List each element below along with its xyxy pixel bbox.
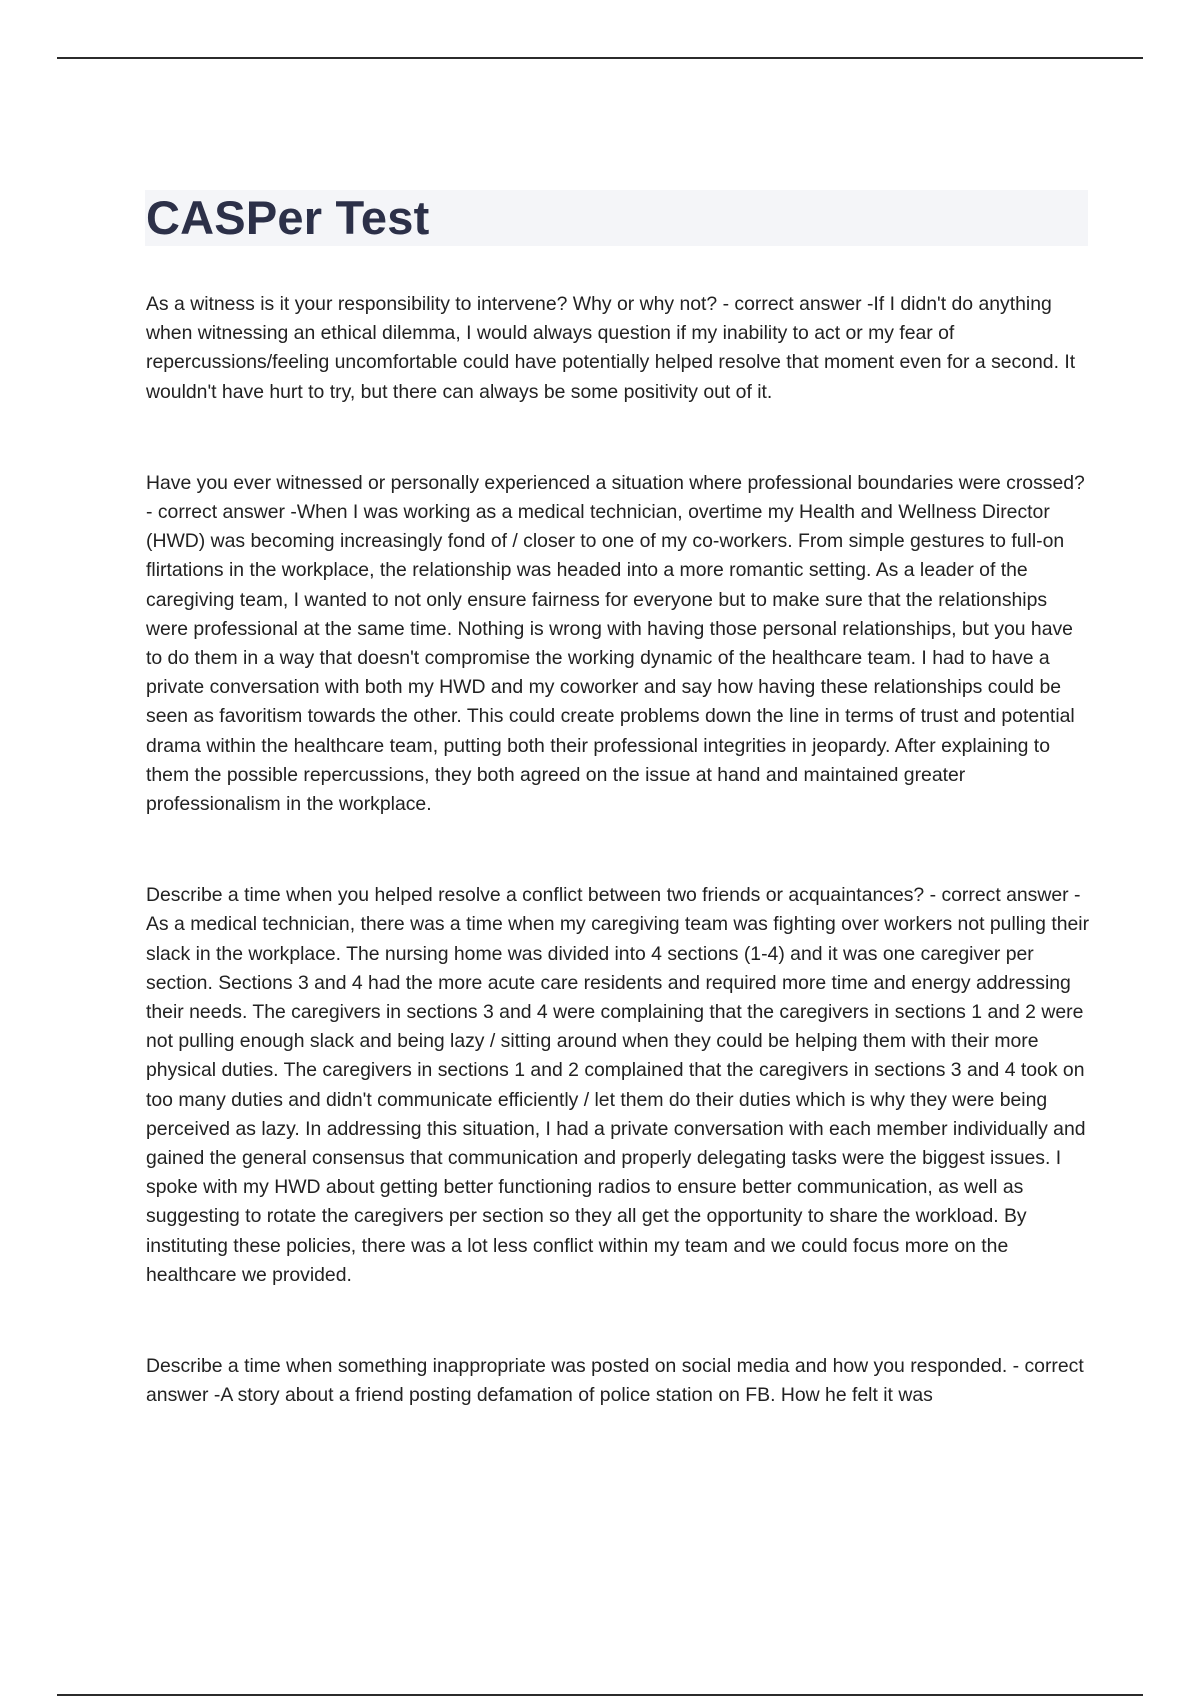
qa-entry-4: Describe a time when something inappropriate was posted on social media and how you responded. - correct answer -A story about a friend posting defamation of police station on FB. How he felt it was	[146, 1355, 1084, 1407]
bottom-rule	[57, 1694, 1143, 1696]
document-body	[146, 290, 1094, 1473]
qa-entry-2: Have you ever witnessed or personally experienced a situation where professional boundaries were crossed? - correct answer -When I was working as a medical technician, overtime my Health and Wellness Director (HWD) was becoming increasingly fond of / closer to one of my co-workers. From simple gestures to full-on flirtations in the workplace, the relationship was headed into a more romantic setting. As a leader of the caregiving team, I wanted to not only ensure fairness for everyone but to make sure that the relationships were professional at the same time. Nothing is wrong with having those personal relationships, but you have to do them in a way that doesn't compromise the working dynamic of the healthcare team. I had to have a private conversation with both my HWD and my coworker and say how having these relationships could be seen as favoritism towards the other. This could create problems down the line in terms of trust and potential drama within the healthcare team, putting both their professional integrities in jeopardy. After explaining to them the possible repercussions, they both agreed on the issue at hand and maintained greater professionalism in the workplace.	[146, 471, 1085, 816]
qa-entry-1: As a witness is it your responsibility to intervene? Why or why not? - correct answer -If I didn't do anything when witnessing an ethical dilemma, I would always question if my inability to act or my fear of repercussions/feeling uncomfortable could have potentially helped resolve that moment even for a second. It wouldn't have hurt to try, but there can always be some positivity out of it.	[146, 293, 1076, 403]
qa-entry-3: Describe a time when you helped resolve a conflict between two friends or acquaintances? - correct answer -As a medical technician, there was a time when my caregiving team was fighting over workers not pulling their slack in the workplace. The nursing home was divided into 4 sections (1-4) and it was one caregiver per section. Sections 3 and 4 had the more acute care residents and required more time and energy addressing their needs. The caregivers in sections 3 and 4 were complaining that the caregivers in sections 1 and 2 were not pulling enough slack and being lazy / sitting around when they could be helping them with their more physical duties. The caregivers in sections 1 and 2 complained that the caregivers in sections 3 and 4 took on too many duties and didn't communicate efficiently / let them do their duties which is why they were being perceived as lazy. In addressing this situation, I had a private conversation with each member individually and gained the general consensus that communication and properly delegating tasks were the biggest issues. I spoke with my HWD about getting better functioning radios to ensure better communication, as well as suggesting to rotate the caregivers per section so they all get the opportunity to share the workload. By instituting these policies, there was a lot less conflict within my team and we could focus more on the healthcare we provided.	[146, 884, 1090, 1286]
page-title: CASPer Test	[146, 191, 430, 244]
top-rule	[57, 57, 1143, 59]
